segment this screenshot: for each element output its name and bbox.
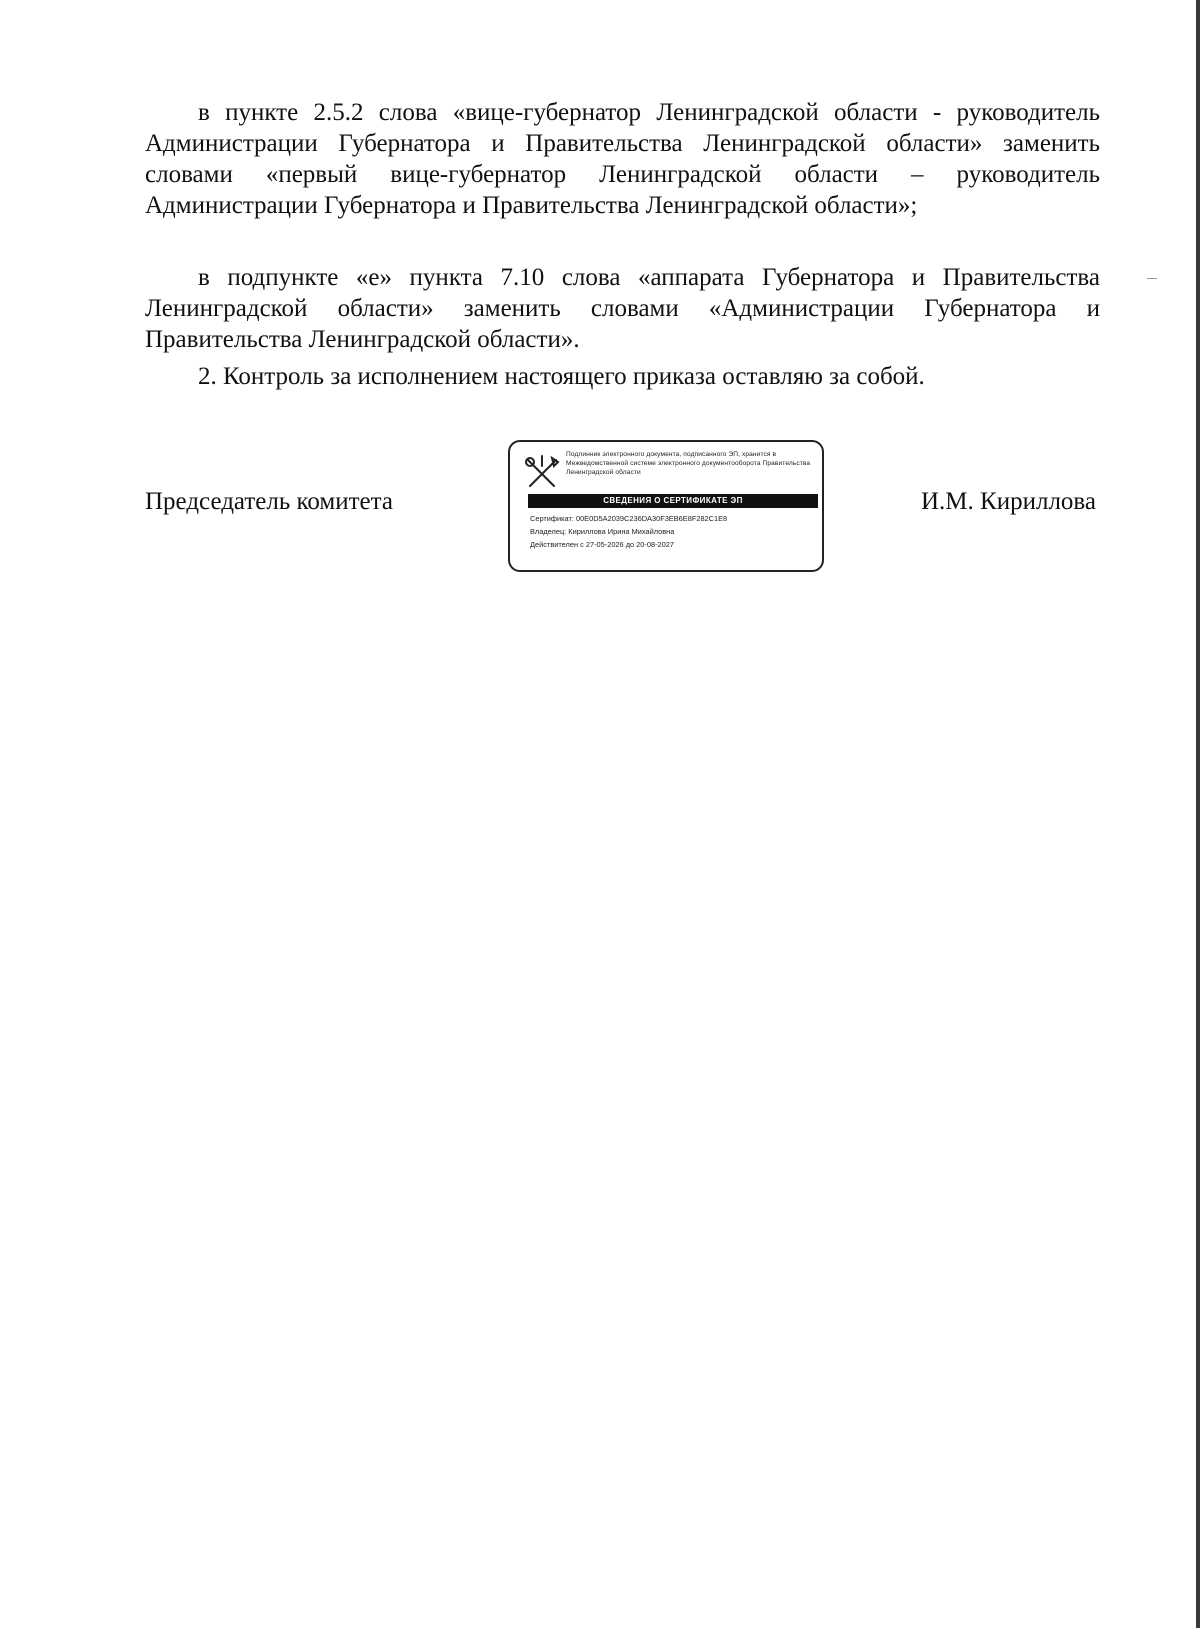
paragraph-control: 2. Контроль за исполнением настоящего приказа оставляю за собой. [198, 363, 925, 390]
signatory-name: И.М. Кириллова [921, 488, 1096, 515]
paragraph-item-7-10: в подпункте «е» пункта 7.10 слова «аппарата Губернатора и Правительства Ленинградской области» заменить словами «Администрации Губернатора и Правительства Ленинградской области». [145, 264, 1100, 353]
certificate-number: Сертификат: 00E0D5A2039C236DA30F3EB6E8F282C1E8 [530, 514, 728, 523]
coat-of-arms-icon [522, 452, 562, 492]
paragraph-item-2-5-2: в пункте 2.5.2 слова «вице-губернатор Ленинградской области - руководитель Администрации Губернатора и Правительства Ленинградской области» заменить словами «первый вице-губернатор Ленинградской области – руководитель Администрации Губернатора и Правительства Ленинградской области»; [145, 99, 1100, 219]
electronic-signature-stamp [508, 440, 824, 572]
page-edge [1196, 0, 1200, 1628]
certificate-validity: Действителен с 27-05-2026 до 20-08-2027 [530, 540, 674, 549]
stamp-intro-text: Подлинник электронного документа, подписанного ЭП, хранится в Межведомственной системе электронного документооборота Правительства Ленинградской области [566, 451, 811, 476]
signatory-position: Председатель комитета [145, 488, 393, 515]
stamp-header: СВЕДЕНИЯ О СЕРТИФИКАТЕ ЭП [528, 494, 818, 508]
certificate-owner: Владелец: Кириллова Ирина Михайловна [530, 527, 675, 536]
edge-mark [1147, 278, 1157, 279]
